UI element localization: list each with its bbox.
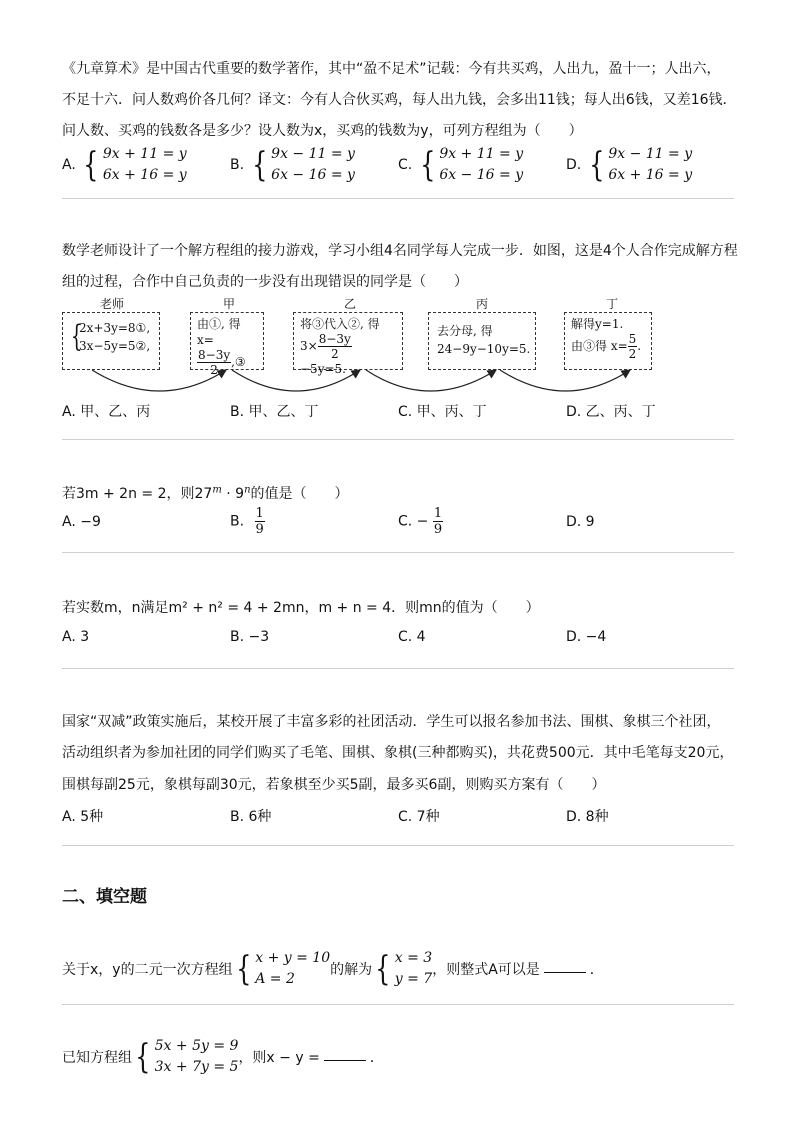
relay-arrows <box>0 0 794 400</box>
section-title: 二、填空题 <box>62 887 147 907</box>
eq: 9x + 11 = y <box>439 146 524 162</box>
eq: 5x + 5y = 9 <box>154 1038 239 1054</box>
q3-exp-n: n <box>244 484 251 496</box>
q5-line1: 国家“双减”政策实施后，某校开展了丰富多彩的社团活动．学生可以报名参加书法、围棋、象棋三个社团， <box>62 714 721 730</box>
q4-stem: 若实数m，n满足m² + n² = 4 + 2mn，m + n = 4．则mn的值为（ ） <box>62 600 540 616</box>
q5-option-c[interactable]: C. 7种 <box>398 809 440 825</box>
q7-end: ． <box>369 1050 384 1066</box>
denominator: 2 <box>210 363 218 377</box>
q1-option-b-label: B. <box>230 157 245 173</box>
step-box-teacher: { 2x+3y=8①, 3x−5y=5②, <box>62 312 160 370</box>
q5-line2: 活动组织者为参加社团的同学们购买了毛笔、围棋、象棋(三种都购买)，共花费500元．其中毛笔每支20元， <box>62 745 734 761</box>
q4-option-a[interactable]: A. 3 <box>62 629 90 645</box>
bing-line2: 24−9y−10y=5. <box>437 342 531 356</box>
yi-pre: 3× <box>300 339 318 353</box>
eq: x = 3 <box>394 950 433 966</box>
q1-line2: 不足十六．问人数鸡价各几何？译文：今有人合伙买鸡，每人出九钱，会多出11钱；每人出6钱，又差16钱． <box>62 92 737 108</box>
q3-stem-mid: · 9 <box>221 486 245 502</box>
q6-end: ． <box>589 962 604 978</box>
arrow-yi-to-bing <box>366 370 496 391</box>
eq: 6x + 16 = y <box>102 167 187 183</box>
q7-post: ，则x − y = <box>238 1050 320 1066</box>
q3-option-d[interactable]: D. 9 <box>566 514 595 530</box>
eq: 6x − 16 = y <box>271 167 355 183</box>
equation-system: { 9x − 11 = y 6x + 16 = y <box>588 145 693 185</box>
denominator: 9 <box>255 522 264 537</box>
q7-pre: 已知方程组 <box>62 1050 132 1066</box>
diagram-label-teacher: 老师 <box>99 297 124 311</box>
q4-option-d[interactable]: D. −4 <box>566 629 607 645</box>
q2-option-d[interactable]: D. 乙、丙、丁 <box>566 404 656 420</box>
denominator: 2 <box>628 347 637 361</box>
q5-option-b[interactable]: B. 6种 <box>230 809 272 825</box>
yi-line1: 将③代入②, 得 <box>300 317 380 331</box>
q7-stem <box>62 1036 384 1078</box>
equation-system: { 9x + 11 = y 6x + 16 = y <box>83 145 187 185</box>
q1-option-d-label: D. <box>566 157 582 173</box>
q4-option-c[interactable]: C. 4 <box>398 629 426 645</box>
q3-option-b-label: B. <box>230 513 245 530</box>
jia-line1: 由①, 得x= <box>197 317 241 347</box>
q3-option-c[interactable] <box>398 506 443 537</box>
eq: y = 7 <box>394 971 433 987</box>
yi-tail: −5y=5. <box>300 362 346 376</box>
q3-option-a[interactable]: A. −9 <box>62 514 101 530</box>
q1-option-c-label: C. <box>398 157 413 173</box>
divider <box>62 439 734 440</box>
q1-line3: 问人数、买鸡的钱数各是多少？设人数为x，买鸡的钱数为y，可列方程组为（ ） <box>62 123 583 139</box>
arrow-jia-to-yi <box>232 370 360 391</box>
q3-option-c-label: C. − <box>398 513 429 530</box>
answer-blank[interactable] <box>324 1048 366 1061</box>
eq: x + y = 10 <box>255 950 331 966</box>
eq: 6x − 16 = y <box>439 167 524 183</box>
divider <box>62 552 734 553</box>
q6-mid: 的解为 <box>330 962 373 978</box>
q3-stem-post: 的值是（ ） <box>250 486 349 502</box>
jia-tail: ,③ <box>231 355 246 369</box>
arrow-bing-to-ding <box>500 370 630 391</box>
q3-stem-pre: 若3m + 2n = 2，则27 <box>62 486 213 502</box>
eq: A = 2 <box>255 971 295 987</box>
q2-option-b[interactable]: B. 甲、乙、丁 <box>230 404 319 420</box>
q5-line3: 围棋每副25元，象棋每副30元，若象棋至少买5副，最多买6副，则购买方案有（ ） <box>62 777 606 793</box>
ding-line1: 解得y=1. <box>571 317 624 331</box>
teacher-eq1: 2x+3y=8①, <box>79 321 151 335</box>
numerator: 1 <box>433 506 443 521</box>
divider <box>62 845 734 846</box>
eq: 9x − 11 = y <box>271 146 355 162</box>
bing-line1: 去分母, 得 <box>437 324 493 338</box>
numerator: 8−3y <box>318 332 351 346</box>
q1-line1: 《九章算术》是中国古代重要的数学著作，其中“盈不足术”记载：今有共买鸡，人出九，盈十一；人出六， <box>62 61 721 77</box>
q2-option-c[interactable]: C. 甲、丙、丁 <box>398 404 487 420</box>
q5-option-d[interactable]: D. 8种 <box>566 809 609 825</box>
numerator: 8−3y <box>198 348 231 362</box>
q6-stem <box>62 948 604 990</box>
q6-post: ，则整式A可以是 <box>432 962 540 978</box>
q5-option-a[interactable]: A. 5种 <box>62 809 104 825</box>
q2-line2: 组的过程，合作中自己负责的一步没有出现错误的同学是（ ） <box>62 274 468 290</box>
equation-system: { 9x − 11 = y 6x − 16 = y <box>251 145 355 185</box>
diagram-label-jia: 甲 <box>222 297 235 311</box>
fraction <box>255 506 265 537</box>
eq: 3x + 7y = 5 <box>154 1059 239 1075</box>
equation-system: { x = 3 y = 7 <box>375 949 433 989</box>
equation-system: { x + y = 10 A = 2 <box>235 949 331 989</box>
fraction <box>433 506 443 537</box>
q4-option-b[interactable]: B. −3 <box>230 629 270 645</box>
diagram-label-bing: 丙 <box>475 297 488 311</box>
eq: 9x + 11 = y <box>102 146 187 162</box>
q2-option-a[interactable]: A. 甲、乙、丙 <box>62 404 151 420</box>
arrow-teacher-to-jia <box>92 370 226 391</box>
ding-pre: 由③得 x= <box>571 339 628 353</box>
divider <box>62 1004 734 1005</box>
q3-exp-m: m <box>212 484 222 496</box>
q6-pre: 关于x，y的二元一次方程组 <box>62 962 233 978</box>
teacher-eq2: 3x−5y=5②, <box>79 339 151 353</box>
diagram-label-ding: 丁 <box>605 297 618 311</box>
ding-tail: . <box>637 339 642 353</box>
eq: 9x − 11 = y <box>608 146 693 162</box>
q3-stem <box>62 483 349 503</box>
q3-option-b[interactable] <box>230 506 265 537</box>
denominator: 9 <box>433 522 443 537</box>
equation-system: { 5x + 5y = 9 3x + 7y = 5 <box>135 1037 239 1077</box>
eq: 6x + 16 = y <box>608 167 693 183</box>
q2-line1: 数学老师设计了一个解方程组的接力游戏，学习小组4名同学每人完成一步．如图，这是4个人合作完成解方程 <box>62 243 738 259</box>
numerator: 1 <box>255 506 264 521</box>
divider <box>62 668 734 669</box>
answer-blank[interactable] <box>544 960 586 973</box>
q1-option-a-label: A. <box>62 157 76 173</box>
denominator: 2 <box>330 347 339 361</box>
equation-system: { 9x + 11 = y 6x − 16 = y <box>419 145 524 185</box>
diagram-label-yi: 乙 <box>343 297 356 311</box>
numerator: 5 <box>628 332 637 346</box>
